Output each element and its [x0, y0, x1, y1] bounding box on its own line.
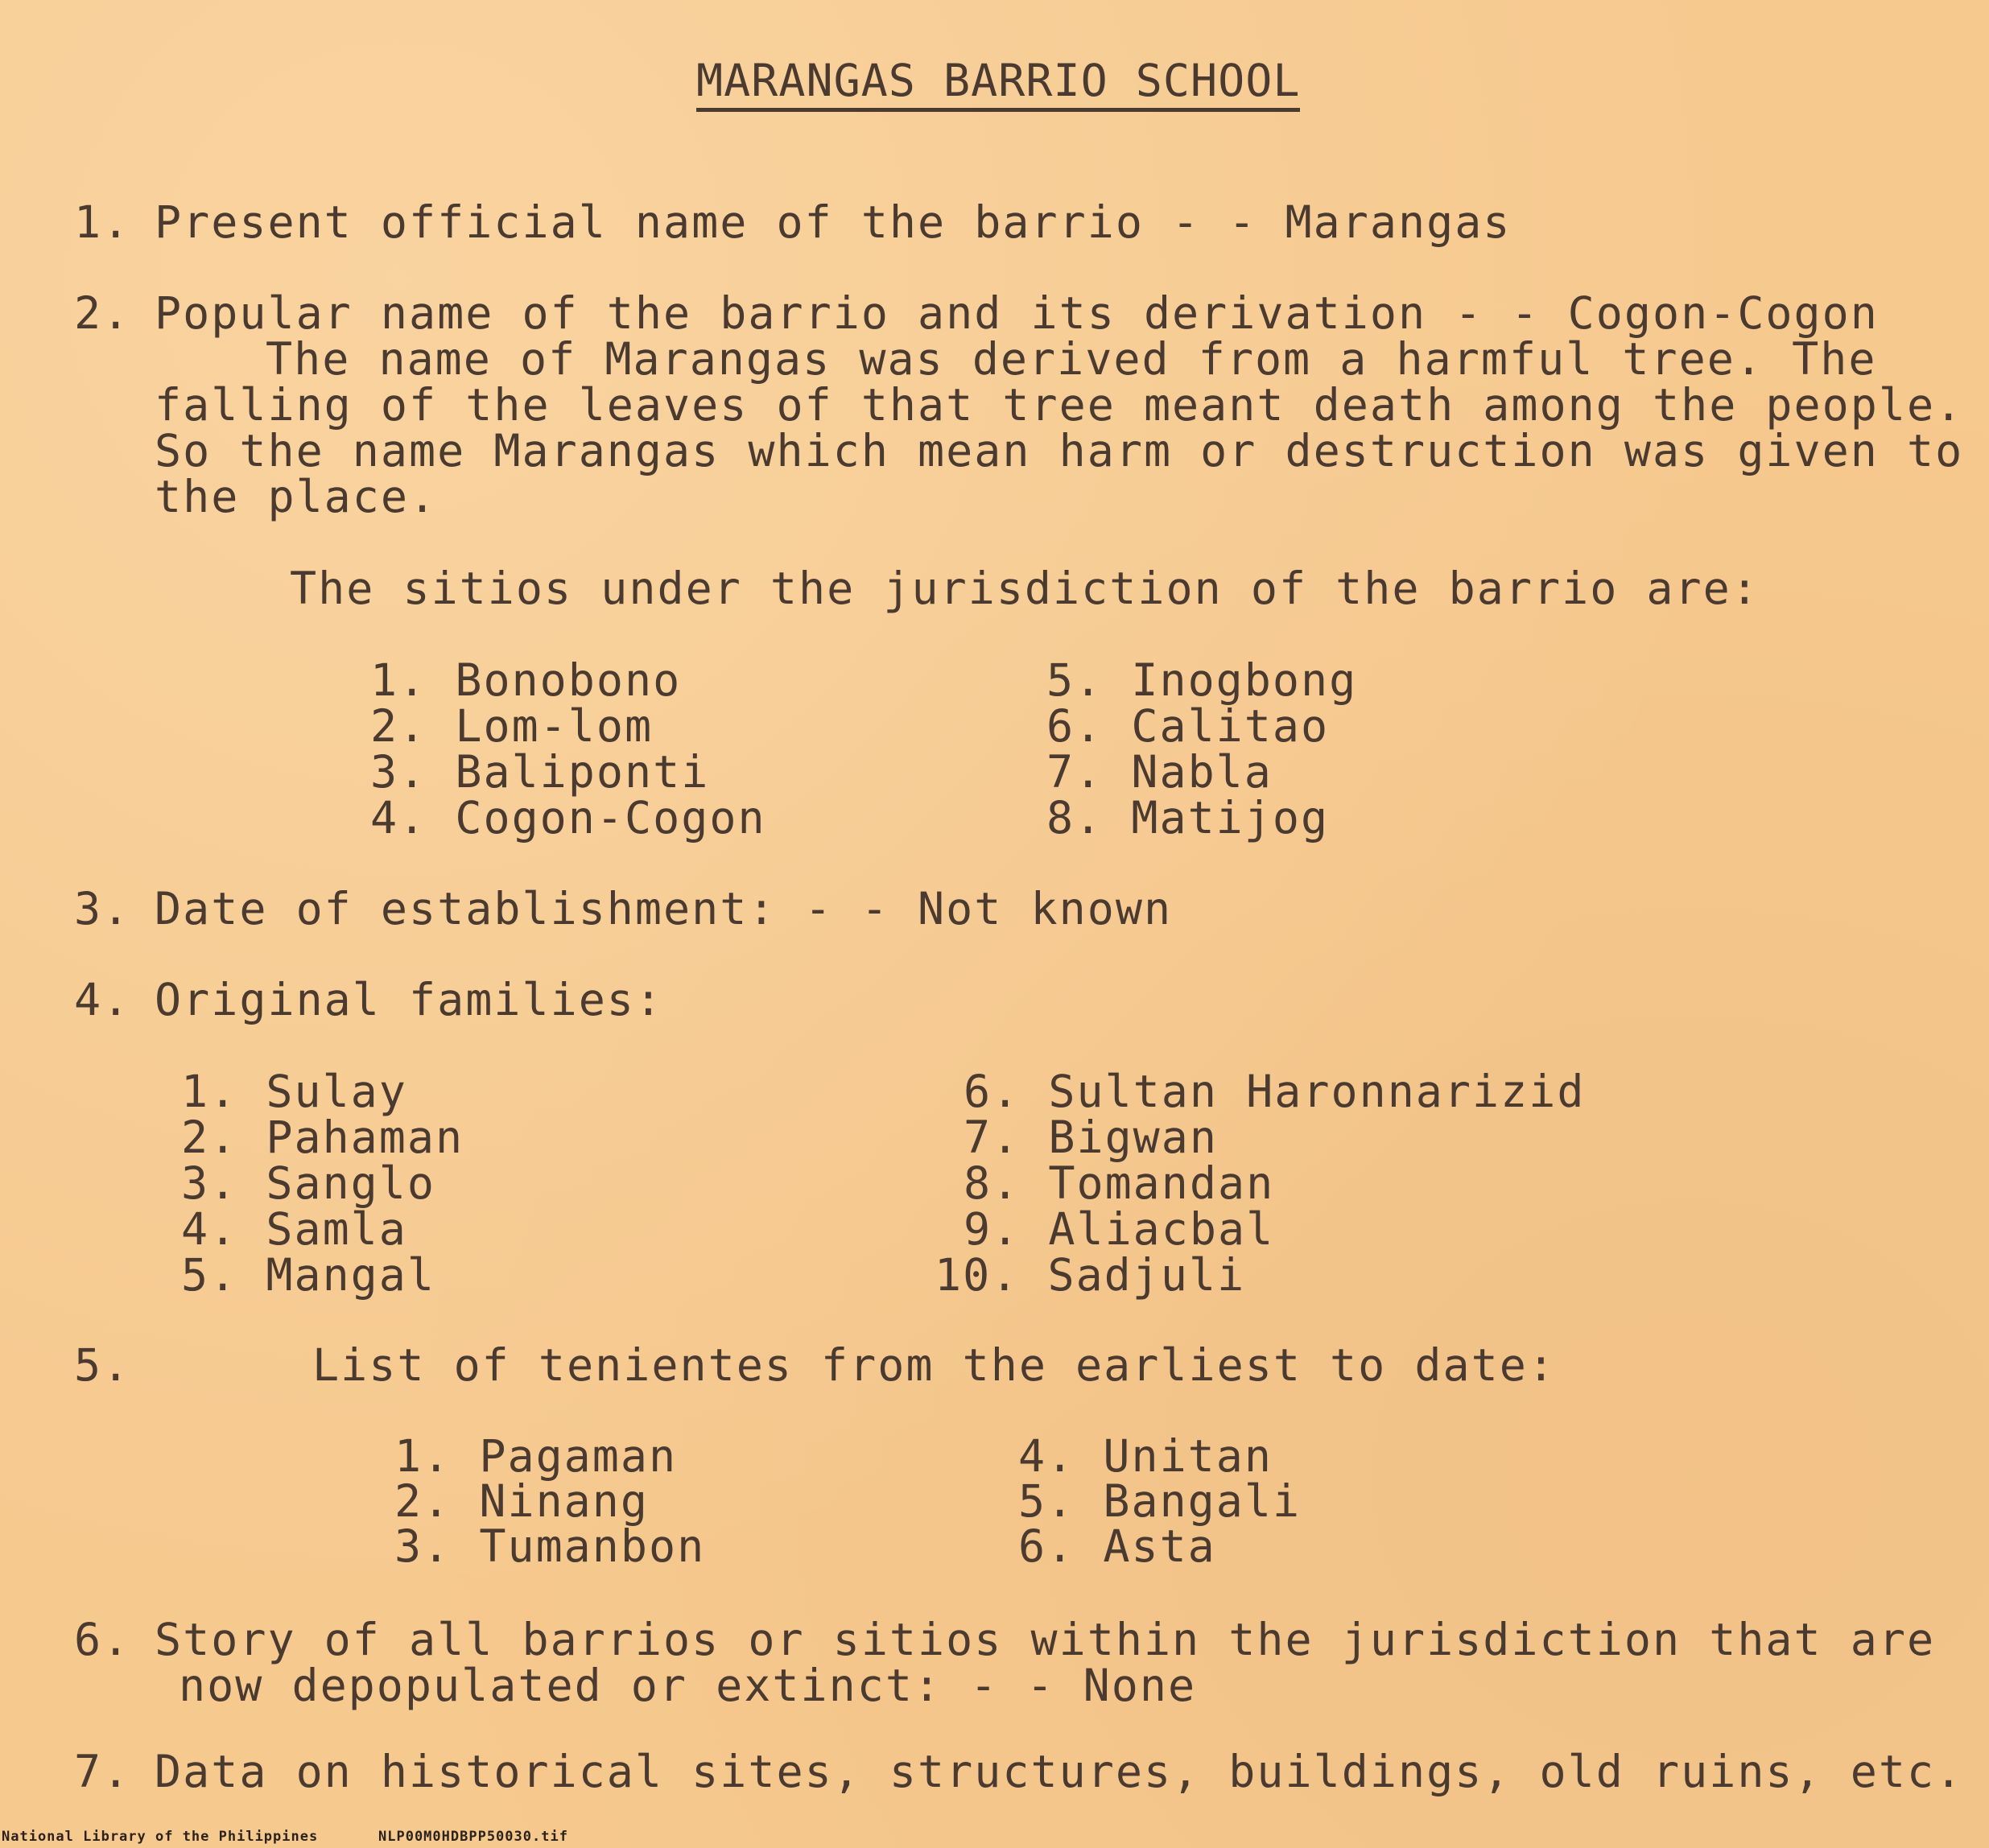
footer-filename: NLP00M0HDBPP50030.tif — [378, 1829, 568, 1845]
sitio-item: 3. Baliponti — [370, 746, 710, 798]
item-7-text: Data on historical sites, structures, buildings, old ruins, etc. — [155, 1746, 1964, 1797]
teniente-item: 2. Ninang — [394, 1475, 650, 1527]
teniente-item: 6. Asta — [1018, 1520, 1216, 1572]
family-item: 2. Pahaman — [181, 1112, 464, 1163]
item-4-text: Original families: — [155, 974, 664, 1025]
item-1-text: Present official name of the barrio - - Marangas — [155, 196, 1512, 248]
sitio-item: 5. Inogbong — [1046, 654, 1358, 706]
item-6-text-line: Story of all barrios or sitios within the jurisdiction that are — [155, 1614, 1936, 1665]
sitio-item: 6. Calitao — [1046, 700, 1330, 752]
item-1-number: 1. — [74, 196, 131, 248]
item-6-text-line: now depopulated or extinct: - - None — [179, 1660, 1197, 1711]
teniente-item: 4. Unitan — [1018, 1430, 1273, 1482]
family-item: 6. Sultan Haronnarizid — [964, 1066, 1586, 1117]
family-item: 1. Sulay — [181, 1066, 407, 1117]
sitio-item: 7. Nabla — [1046, 746, 1273, 798]
page-title: MARANGAS BARRIO SCHOOL — [696, 55, 1300, 112]
family-item: 5. Mangal — [181, 1249, 436, 1301]
teniente-item: 5. Bangali — [1018, 1475, 1302, 1527]
item-2-number: 2. — [74, 287, 131, 339]
family-item: 4. Samla — [181, 1203, 407, 1255]
sitio-item: 2. Lom-lom — [370, 700, 654, 752]
item-2-text: Popular name of the barrio and its derivation - - Cogon-Cogon — [155, 287, 1879, 339]
teniente-item: 3. Tumanbon — [394, 1520, 706, 1572]
item-2-paragraph-line: So the name Marangas which mean harm or destruction was given to — [155, 425, 1964, 476]
item-5-number: 5. — [74, 1339, 131, 1391]
sitio-item: 4. Cogon-Cogon — [370, 792, 766, 844]
item-2-paragraph-line: the place. — [155, 471, 438, 522]
item-3-number: 3. — [74, 883, 131, 934]
family-item: 9. Aliacbal — [964, 1203, 1275, 1255]
item-6-number: 6. — [74, 1614, 131, 1665]
family-item: 3. Sanglo — [181, 1157, 436, 1209]
item-3-text: Date of establishment: - - Not known — [155, 883, 1173, 934]
sitios-intro: The sitios under the jurisdiction of the barrio are: — [290, 563, 1760, 614]
item-2-paragraph-line: The name of Marangas was derived from a harmful tree. The — [266, 333, 1877, 385]
sitio-item: 1. Bonobono — [370, 654, 682, 706]
sitio-item: 8. Matijog — [1046, 792, 1330, 844]
item-5-text: List of tenientes from the earliest to date: — [312, 1339, 1556, 1391]
footer-library: National Library of the Philippines — [2, 1829, 319, 1845]
family-item: 10. Sadjuli — [935, 1249, 1246, 1301]
family-item: 8. Tomandan — [964, 1157, 1275, 1209]
family-item: 7. Bigwan — [964, 1112, 1219, 1163]
item-7-number: 7. — [74, 1746, 131, 1797]
item-2-paragraph-line: falling of the leaves of that tree meant death among the people. — [155, 379, 1964, 431]
teniente-item: 1. Pagaman — [394, 1430, 678, 1482]
item-4-number: 4. — [74, 974, 131, 1025]
